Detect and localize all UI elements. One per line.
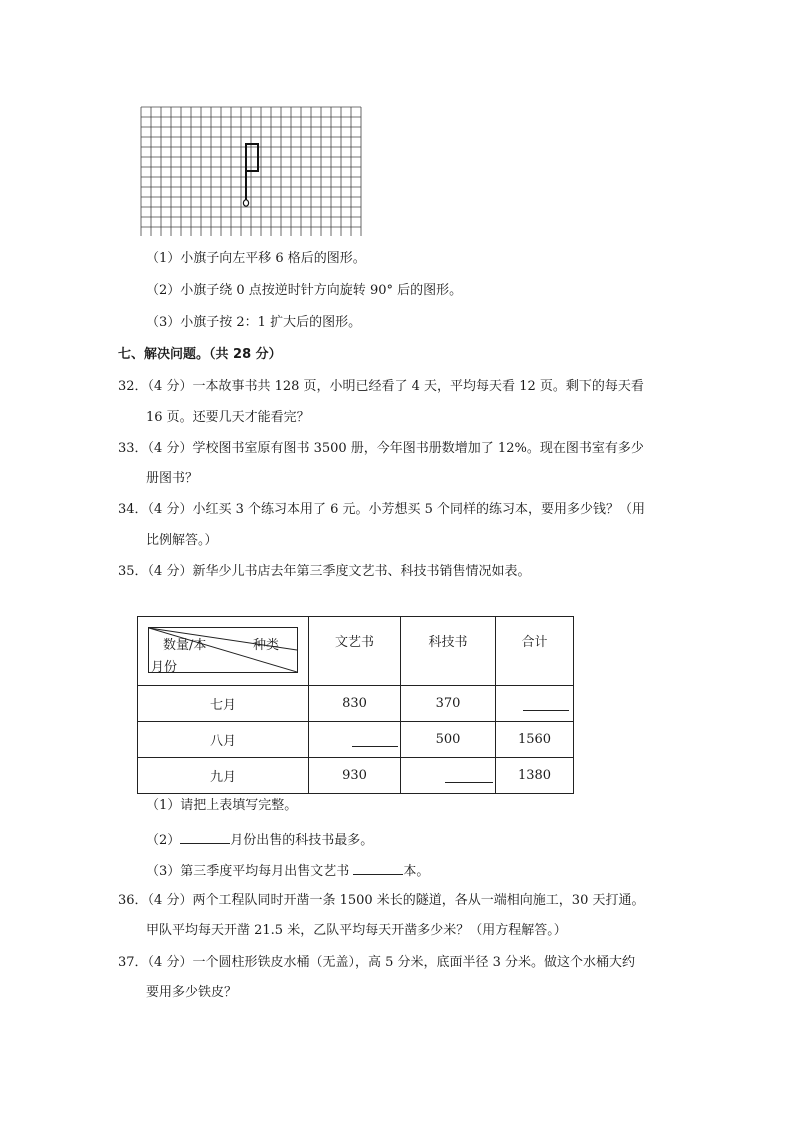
row-sci: 370 — [401, 686, 496, 722]
row-total: 1380 — [496, 758, 574, 794]
row-art-blank[interactable] — [309, 722, 401, 758]
q35-sub2 — [146, 831, 373, 847]
q35-sub3-suffix: 本。 — [403, 864, 430, 879]
table-row — [138, 722, 574, 758]
table-row — [138, 758, 574, 794]
grid-flag-figure — [140, 106, 362, 236]
row-month: 七月 — [138, 686, 309, 722]
q32-line2: 16 页。还要几天才能看完？ — [146, 410, 310, 425]
table-header-row — [138, 617, 574, 686]
q35-sub3-prefix: （3）第三季度平均每月出售文艺书 — [146, 864, 354, 879]
row-sci: 500 — [401, 722, 496, 758]
flag-item-2: （2）小旗子绕 0 点按逆时针方向旋转 90° 后的图形。 — [146, 283, 463, 298]
q36-line1: 36．（4 分）两个工程队同时开凿一条 1500 米长的隧道，各从一端相向施工，30 天打通。 — [118, 893, 645, 908]
q35-sub2-suffix: 月份出售的科技书最多。 — [230, 833, 374, 848]
rotation-point-o — [243, 200, 248, 206]
diag-month-label: 月份 — [151, 660, 178, 675]
sales-table — [137, 616, 574, 794]
flag-item-1: （1）小旗子向左平移 6 格后的图形。 — [146, 251, 366, 266]
table-row — [138, 686, 574, 722]
header-art-books: 文艺书 — [309, 617, 401, 686]
diagonal-header-cell — [138, 617, 309, 686]
q35-sub2-prefix: （2） — [146, 833, 181, 848]
q35-sub1: （1）请把上表填写完整。 — [146, 798, 298, 813]
row-total: 1560 — [496, 722, 574, 758]
q32-line1: 32．（4 分）一本故事书共 128 页，小明已经看了 4 天，平均每天看 12 页。剩下的每天看 — [118, 379, 644, 394]
q35-line1: 35．（4 分）新华少儿书店去年第三季度文艺书、科技书销售情况如表。 — [118, 564, 531, 579]
q34-line2: 比例解答。） — [146, 533, 218, 548]
q37-line1: 37．（4 分）一个圆柱形铁皮水桶（无盖），高 5 分米，底面半径 3 分米。做这个水桶大约 — [118, 955, 636, 970]
header-total: 合计 — [496, 617, 574, 686]
q37-line2: 要用多少铁皮？ — [146, 985, 238, 1000]
diag-category-label: 种类 — [253, 638, 280, 653]
q35-sub3 — [146, 862, 429, 878]
row-total-blank[interactable] — [496, 686, 574, 722]
q34-line1: 34．（4 分）小红买 3 个练习本用了 6 元。小芳想买 5 个同样的练习本，要用多少钱？（用 — [118, 502, 646, 517]
flag-item-3: （3）小旗子按 2：1 扩大后的图形。 — [146, 315, 362, 330]
diag-quantity-label: 数量/本 — [163, 638, 207, 653]
row-art: 830 — [309, 686, 401, 722]
header-science-books: 科技书 — [401, 617, 496, 686]
row-sci-blank[interactable] — [401, 758, 496, 794]
row-month: 九月 — [138, 758, 309, 794]
q35-sub3-blank[interactable] — [353, 862, 403, 875]
q33-line2: 册图书？ — [146, 471, 199, 486]
row-art: 930 — [309, 758, 401, 794]
row-month: 八月 — [138, 722, 309, 758]
q36-line2: 甲队平均每天开凿 21.5 米，乙队平均每天开凿多少米？（用方程解答。） — [146, 923, 567, 938]
section-title: 七、解决问题。（共 28 分） — [118, 347, 282, 362]
q35-sub2-blank[interactable] — [180, 831, 230, 844]
q33-line1: 33．（4 分）学校图书室原有图书 3500 册，今年图书册数增加了 12%。现在图书室有多少 — [118, 441, 644, 456]
